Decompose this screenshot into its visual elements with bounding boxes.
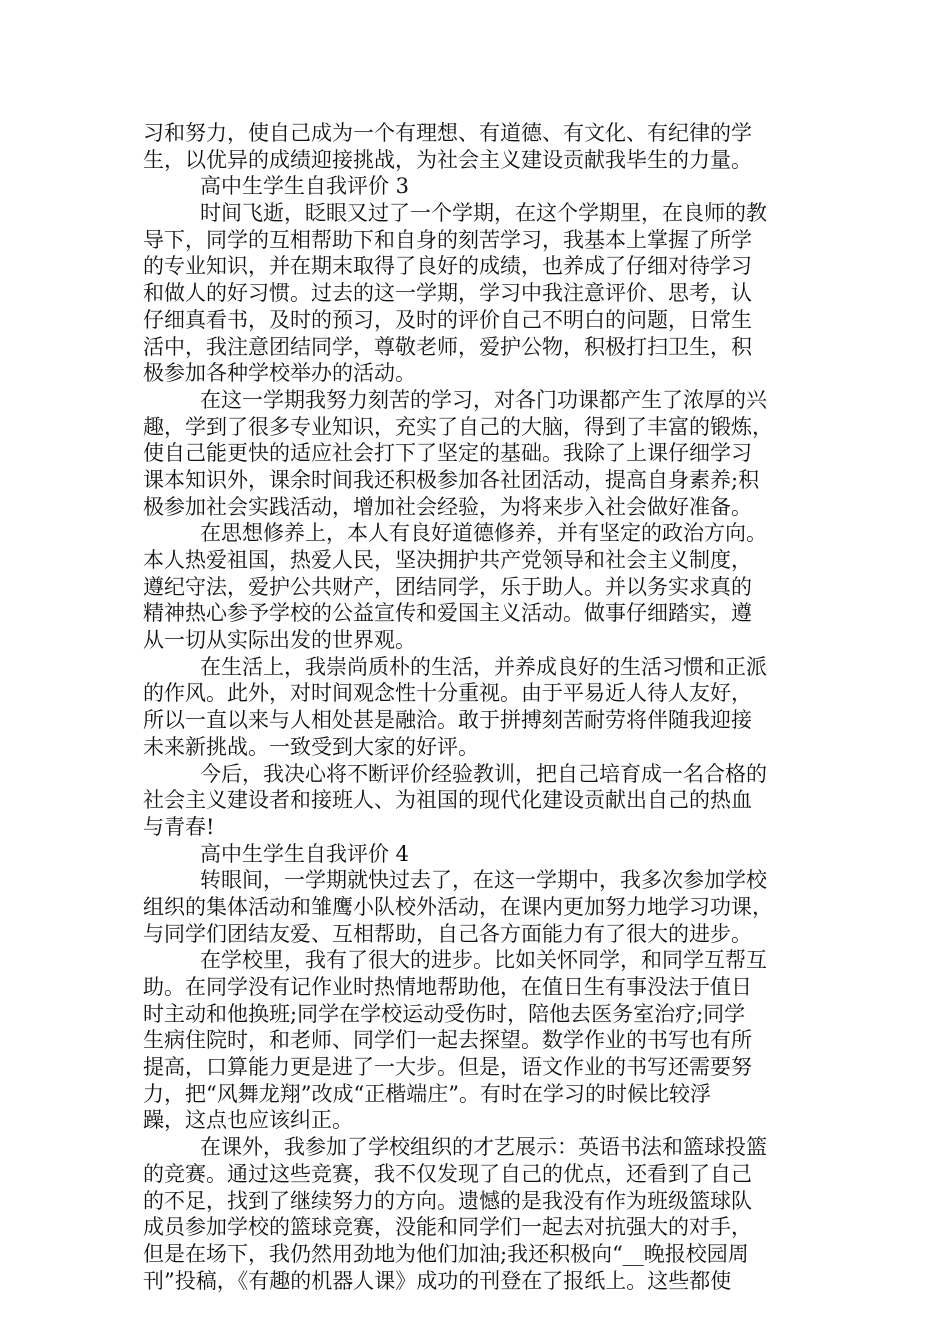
text-line: 的竞赛。通过这些竞赛，我不仅发现了自己的优点，还看到了自己 bbox=[143, 1161, 752, 1186]
text-line: 的不足，找到了继续努力的方向。遗憾的是我没有作为班级篮球队 bbox=[143, 1188, 752, 1213]
text-line: 社会主义建设者和接班人、为祖国的现代化建设贡献出自己的热血 bbox=[143, 788, 752, 813]
text-line: 在学校里，我有了很大的进步。比如关怀同学，和同学互帮互 bbox=[200, 948, 767, 973]
text-line: 的专业知识，并在期末取得了良好的成绩，也养成了仔细对待学习 bbox=[143, 254, 752, 279]
text-line: 成员参加学校的篮球竞赛，没能和同学们一起去对抗强大的对手， bbox=[143, 1215, 752, 1240]
text-line: 趣，学到了很多专业知识，充实了自己的大脑，得到了丰富的锻炼， bbox=[143, 414, 773, 439]
text-line: 助。在同学没有记作业时热情地帮助他，在值日生有事没法于值日 bbox=[143, 975, 752, 999]
text-line: 的作风。此外，对时间观念性十分重视。由于平易近人待人友好， bbox=[143, 681, 752, 706]
text-line: 和做人的好习惯。过去的这一学期，学习中我注意评价、思考，认 bbox=[143, 281, 752, 306]
text-line: 但是在场下，我仍然用劲地为他们加油;我还积极向“__晚报校园周 bbox=[143, 1241, 749, 1266]
text-line: 课本知识外，课余时间我还积极参加各社团活动，提高自身素养;积 bbox=[143, 467, 760, 492]
text-line: 刊”投稿，《有趣的机器人课》成功的刊登在了报纸上。这些都使 bbox=[143, 1268, 732, 1293]
text-line: 高中生学生自我评价 4 bbox=[200, 841, 410, 866]
text-line: 仔细真看书，及时的预习，及时的评价自己不明白的问题，日常生 bbox=[143, 307, 752, 332]
text-line: 遵纪守法，爱护公共财产，团结同学，乐于助人。并以务实求真的 bbox=[143, 574, 752, 599]
text-line: 未来新挑战。一致受到大家的好评。 bbox=[143, 734, 479, 759]
text-line: 习和努力，使自己成为一个有理想、有道德、有文化、有纪律的学 bbox=[143, 121, 752, 145]
text-line: 活中，我注意团结同学，尊敬老师，爱护公物，积极打扫卫生，积 bbox=[143, 334, 752, 359]
text-line: 使自己能更快的适应社会打下了坚定的基础。我除了上课仔细学习 bbox=[143, 441, 752, 466]
text-line: 时间飞逝，眨眼又过了一个学期，在这个学期里，在良师的教 bbox=[200, 201, 767, 226]
text-line: 在生活上，我崇尚质朴的生活，并养成良好的生活习惯和正派 bbox=[200, 654, 767, 679]
text-line: 从一切从实际出发的世界观。 bbox=[143, 628, 416, 653]
text-line: 提高，口算能力更是进了一大步。但是，语文作业的书写还需要努 bbox=[143, 1055, 752, 1080]
text-line: 与青春! bbox=[143, 814, 215, 839]
text-line: 转眼间，一学期就快过去了，在这一学期中，我多次参加学校 bbox=[200, 868, 767, 893]
document-body bbox=[143, 120, 807, 1294]
text-line: 力，把“风舞龙翔”改成“正楷端庄”。有时在学习的时候比较浮 bbox=[143, 1081, 711, 1106]
text-line: 今后，我决心将不断评价经验教训，把自己培育成一名合格的 bbox=[200, 761, 767, 786]
text-line: 所以一直以来与人相处甚是融洽。敢于拼搏刻苦耐劳将伴随我迎接 bbox=[143, 708, 752, 733]
text-line: 极参加各种学校举办的活动。 bbox=[143, 361, 416, 386]
text-line: 高中生学生自我评价 3 bbox=[200, 174, 410, 199]
text-line: 在这一学期我努力刻苦的学习，对各门功课都产生了浓厚的兴 bbox=[200, 387, 767, 412]
text-line: 精神热心参予学校的公益宣传和爱国主义活动。做事仔细踏实，遵 bbox=[143, 601, 752, 626]
text-line: 极参加社会实践活动，增加社会经验，为将来步入社会做好准备。 bbox=[143, 494, 752, 519]
text-line: 在思想修养上，本人有良好道德修养，并有坚定的政治方向。 bbox=[200, 521, 767, 546]
text-line: 与同学们团结友爱、互相帮助，自己各方面能力有了很大的进步。 bbox=[143, 921, 752, 946]
text-line: 导下，同学的互相帮助下和自身的刻苦学习，我基本上掌握了所学 bbox=[143, 227, 752, 252]
text-line: 时主动和他换班;同学在学校运动受伤时，陪他去医务室治疗;同学 bbox=[143, 1001, 746, 1026]
text-line: 本人热爱祖国，热爱人民，坚决拥护共产党领导和社会主义制度， bbox=[143, 548, 752, 572]
text-line: 在课外，我参加了学校组织的才艺展示：英语书法和篮球投篮 bbox=[200, 1135, 767, 1160]
text-line: 躁，这点也应该纠正。 bbox=[143, 1108, 353, 1133]
text-line: 组织的集体活动和雏鹰小队校外活动，在课内更加努力地学习功课， bbox=[143, 894, 773, 919]
text-line: 生，以优异的成绩迎接挑战，为社会主义建设贡献我毕生的力量。 bbox=[143, 147, 752, 172]
text-line: 生病住院时，和老师、同学们一起去探望。数学作业的书写也有所 bbox=[143, 1028, 752, 1053]
